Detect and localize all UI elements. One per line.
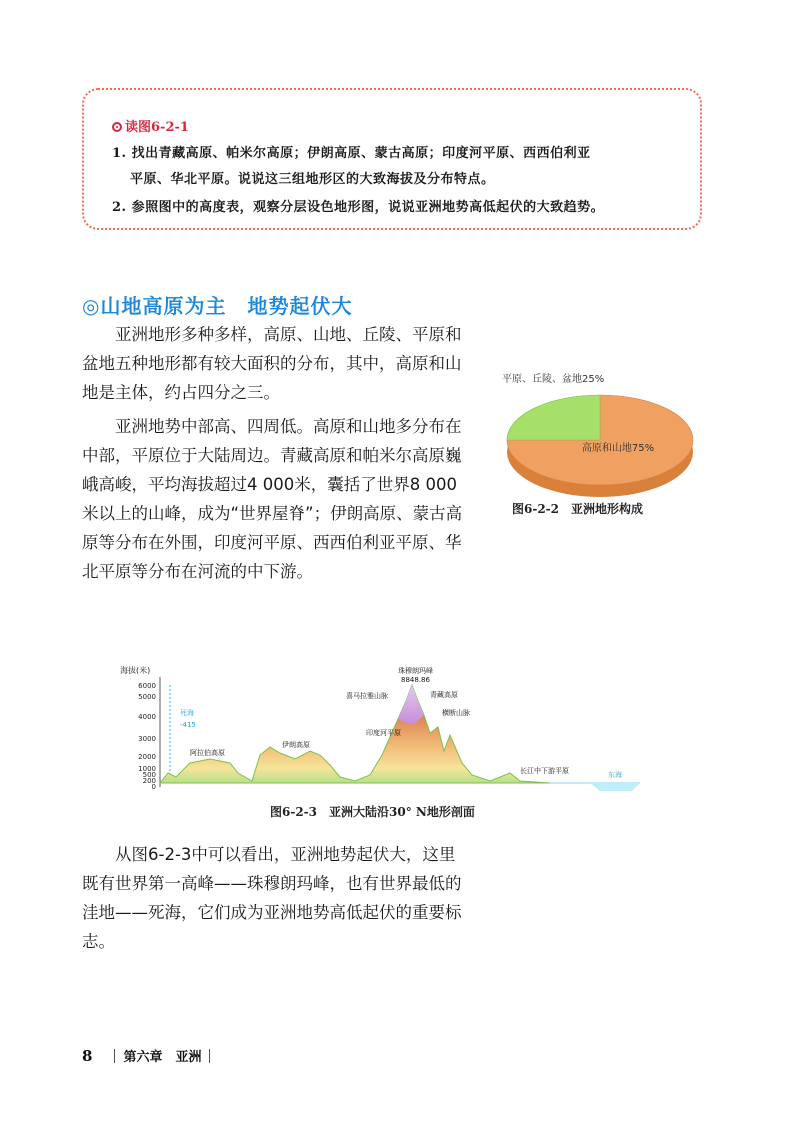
paragraph-profile: 从图6-2-3中可以看出，亚洲地势起伏大，这里既有世界第一高峰——珠穆朗玛峰，也有世界最低的洼地——死海，它们成为亚洲地势高低起伏的重要标志。 — [82, 845, 462, 951]
tick-5000: 5000 — [138, 693, 156, 701]
y-axis-ticks — [138, 682, 156, 791]
chapter-label: 第六章 亚洲 — [123, 1050, 202, 1065]
tick-6000: 6000 — [138, 682, 156, 690]
tick-0: 0 — [151, 783, 156, 791]
pie-label-large: 高原和山地75% — [581, 443, 655, 454]
activity-title-text: 读图6-2-1 — [125, 120, 189, 135]
footer-divider-right — [209, 1049, 210, 1063]
east-sea-label: 东海 — [608, 771, 622, 779]
activity-box — [82, 88, 702, 230]
profile-caption: 图6-2-3 亚洲大陆沿30° N地形剖面 — [270, 805, 475, 819]
page-footer — [82, 1046, 218, 1065]
footer-divider — [114, 1049, 115, 1063]
section-heading: ◎山地高原为主 地势起伏大 — [82, 294, 353, 318]
iran-label: 伊朗高原 — [282, 741, 310, 749]
pie-slice-small — [507, 395, 600, 440]
pie-label-small: 平原、丘陵、盆地25% — [502, 374, 605, 385]
arabia-label: 阿拉伯高原 — [190, 749, 225, 757]
pie-figure — [490, 362, 700, 522]
east-sea-water — [590, 783, 640, 791]
tick-200: 200 — [142, 777, 156, 785]
activity-question-1: 1. 找出青藏高原、帕米尔高原；伊朗高原、蒙古高原；印度河平原、西西伯利亚 — [112, 146, 591, 161]
indus-label: 印度河平原 — [366, 729, 401, 737]
profile-chart — [120, 655, 650, 803]
himalaya-label: 喜马拉雅山脉 — [346, 692, 388, 700]
tick-2000: 2000 — [138, 753, 156, 761]
qinghai-label: 青藏高原 — [430, 691, 458, 699]
profile-figure — [120, 655, 650, 803]
hengduan-label: 横断山脉 — [442, 709, 470, 717]
tick-1000: 1000 — [138, 765, 156, 773]
activity-question-2: 2. 参照图中的高度表，观察分层设色地形图，说说亚洲地势高低起伏的大致趋势。 — [112, 200, 605, 215]
activity-question-1-cont: 平原、华北平原。说说这三组地形区的大致海拔及分布特点。 — [130, 172, 495, 187]
pie-caption: 图6-2-2 亚洲地形构成 — [512, 502, 644, 516]
tick-500: 500 — [142, 771, 156, 779]
pie-chart — [490, 362, 700, 512]
activity-title — [112, 116, 189, 135]
everest-height: 8848.86 — [401, 676, 430, 684]
paragraph-landforms: 亚洲地形多种多样，高原、山地、丘陵、平原和盆地五种地形都有较大面积的分布，其中，高原和山地是主体，约占四分之三。 — [82, 325, 462, 402]
page-number: 8 — [82, 1047, 93, 1065]
everest-label: 珠穆朗玛峰 — [398, 667, 433, 675]
yangtze-label: 长江中下游平原 — [520, 767, 569, 775]
paragraph-terrain: 亚洲地势中部高、四周低。高原和山地多分布在中部，平原位于大陆周边。青藏高原和帕米尔高原巍峨高峻，平均海拔超过4 000米，囊括了世界8 000米以上的山峰，成为“世界屋脊”；伊朗高原、蒙古高原等分布在外围，印度河平原、西西伯利亚平原、华北平原等分布在河流的中下游。 — [82, 417, 463, 581]
circle-bullet-icon — [112, 122, 122, 132]
dead-sea-depth: -415 — [180, 721, 196, 729]
tick-4000: 4000 — [138, 713, 156, 721]
tick-3000: 3000 — [138, 735, 156, 743]
dead-sea-label: 死海 — [180, 709, 194, 717]
himalaya-peak — [398, 685, 424, 723]
axis-title: 海拔(米) — [120, 666, 151, 675]
